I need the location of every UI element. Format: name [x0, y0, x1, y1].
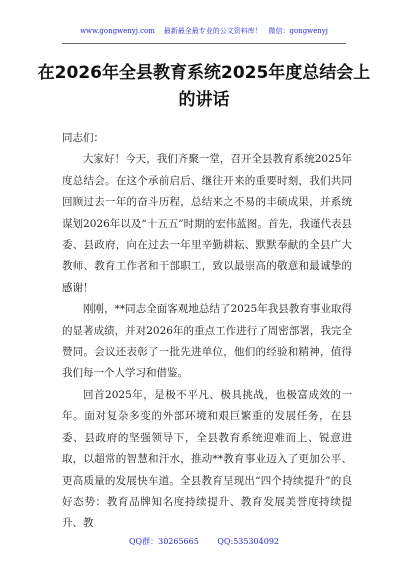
document-title: 在2026年全县教育系统2025年度总结会上的讲话 [37, 63, 371, 110]
header-divider [62, 43, 346, 44]
page-header [0, 26, 408, 36]
page-footer [0, 537, 408, 547]
header-slogan: 最新最全最专业的公文资料库！ [163, 27, 262, 35]
footer-qq-group: QQ群：30265665 [128, 537, 199, 546]
header-wechat: 微信：gongwenyj [268, 27, 328, 35]
footer-qq: QQ:535304092 [217, 537, 279, 546]
body-paragraph: 刚刚，**同志全面客观地总结了2025年我县教育事业取得的显著成绩，并对2026年的重点工作进行了周密部署，我完全赞同。会议还表彰了一批先进单位，他们的经验和精神，值得我们每一个人学习和借鉴。 [62, 303, 352, 380]
document-body [62, 128, 352, 535]
body-paragraph: 大家好！今天，我们齐聚一堂，召开全县教育系统2025年度总结会。在这个承前启后、继往开来的重要时刻，我们共同回顾过去一年的奋斗历程，总结来之不易的丰硕成果，并系统谋划2026年以及“十五五”时期的宏伟蓝图。首先，我谨代表县委、县政府，向在过去一年里辛勤耕耘、默默奉献的全县广大教师、教育工作者和干部职工，致以最崇高的敬意和最诚挚的感谢！ [62, 153, 352, 294]
header-site-url[interactable]: www.gongwenyj.com [80, 27, 155, 35]
body-paragraph: 回首2025年，是极不平凡、极具挑战，也极富成效的一年。面对复杂多变的外部环境和艰巨繁重的发展任务，在县委、县政府的坚强领导下，全县教育系统迎难而上、锐意进取，以超常的智慧和汗水，推动**教育事业迈入了更加公平、更高质量的发展快车道。全县教育呈现出“四个持续提升”的良好态势：教育品牌知名度持续提升、教育发展美誉度持续提升、教 [62, 388, 352, 530]
salutation: 同志们： [62, 132, 104, 144]
